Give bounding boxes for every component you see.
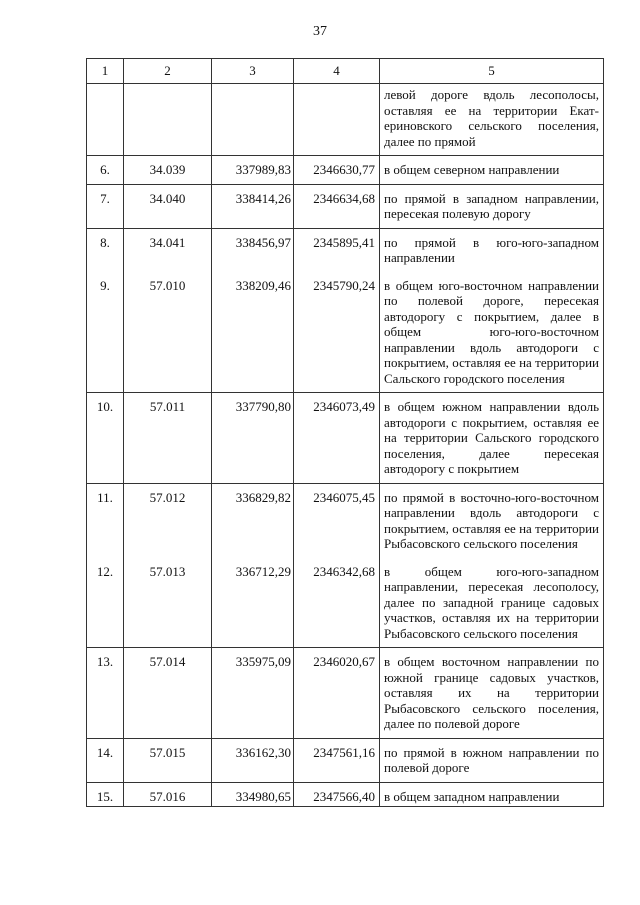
- coordinate-x: [212, 84, 294, 156]
- coordinate-x: 337790,80: [212, 393, 294, 484]
- boundary-coordinates-table: [86, 58, 604, 807]
- point-id: 34.041: [124, 228, 212, 272]
- page-number: 37: [313, 24, 327, 39]
- boundary-description: по прямой в западном направлении, пересекая полевую дорогу: [380, 184, 604, 228]
- table-row: [87, 228, 604, 272]
- coordinate-y: 2345790,24: [294, 272, 380, 393]
- boundary-description: левой дороге вдоль лесополосы, оставляя ее на территории Екатериновского сельского поселения, далее по прямой: [380, 84, 604, 156]
- table-row: [87, 782, 604, 807]
- table-header-row: [87, 59, 604, 84]
- table-row: [87, 156, 604, 185]
- coordinate-y: [294, 84, 380, 156]
- coordinate-y: 2346342,68: [294, 558, 380, 648]
- coordinate-y: 2347566,40: [294, 782, 380, 807]
- point-id: 57.010: [124, 272, 212, 393]
- row-number: [87, 84, 124, 156]
- table-row: [87, 648, 604, 739]
- table-row: [87, 184, 604, 228]
- boundary-description: по прямой в южном направлении по полевой дороге: [380, 738, 604, 782]
- boundary-description: в общем юго-юго-западном направлении, пересекая лесополосу, далее по западной границе садовых участков, оставляя их на территории Рыбасовского сельского поселения: [380, 558, 604, 648]
- coordinate-y: 2346075,45: [294, 483, 380, 558]
- boundary-description: в общем южном направлении вдоль автодороги с покрытием, оставляя ее на территории Сальского городского поселения, далее пересекая автодорогу с покрытием: [380, 393, 604, 484]
- coordinate-x: 336829,82: [212, 483, 294, 558]
- point-id: 34.039: [124, 156, 212, 185]
- boundary-description: в общем северном направлении: [380, 156, 604, 185]
- table-row: [87, 483, 604, 558]
- coordinate-x: 334980,65: [212, 782, 294, 807]
- column-header: 2: [124, 59, 212, 84]
- table-row: [87, 393, 604, 484]
- coordinate-x: 338209,46: [212, 272, 294, 393]
- column-header: 1: [87, 59, 124, 84]
- boundary-description: по прямой в восточно-юго-восточном направлении вдоль автодороги с покрытием, оставляя ее на территории Рыбасовского сельского поселения: [380, 483, 604, 558]
- point-id: [124, 84, 212, 156]
- point-id: 57.014: [124, 648, 212, 739]
- point-id: 34.040: [124, 184, 212, 228]
- row-number: 9.: [87, 272, 124, 393]
- boundary-description: в общем юго-восточном направлении по полевой дороге, пересекая автодорогу с покрытием, далее в общем юго-юго-восточном направлении вдоль автодороги с покрытием, оставляя ее на территории Сальского городского поселения: [380, 272, 604, 393]
- point-id: 57.016: [124, 782, 212, 807]
- coordinate-y: 2346630,77: [294, 156, 380, 185]
- row-number: 13.: [87, 648, 124, 739]
- row-number: 11.: [87, 483, 124, 558]
- boundary-description: в общем западном направлении: [380, 782, 604, 807]
- table-row: [87, 84, 604, 156]
- boundary-description: по прямой в юго-юго-западном направлении: [380, 228, 604, 272]
- point-id: 57.013: [124, 558, 212, 648]
- coordinate-x: 338414,26: [212, 184, 294, 228]
- coordinate-y: 2345895,41: [294, 228, 380, 272]
- coordinate-x: 338456,97: [212, 228, 294, 272]
- column-header: 5: [380, 59, 604, 84]
- point-id: 57.012: [124, 483, 212, 558]
- row-number: 8.: [87, 228, 124, 272]
- column-header: 3: [212, 59, 294, 84]
- boundary-description: в общем восточном направлении по южной границе садовых участков, оставляя их на территории Рыбасовского сельского поселения, далее по полевой дороге: [380, 648, 604, 739]
- row-number: 6.: [87, 156, 124, 185]
- coordinate-x: 336162,30: [212, 738, 294, 782]
- row-number: 15.: [87, 782, 124, 807]
- coordinate-y: 2347561,16: [294, 738, 380, 782]
- row-number: 7.: [87, 184, 124, 228]
- coordinate-x: 335975,09: [212, 648, 294, 739]
- row-number: 12.: [87, 558, 124, 648]
- coordinate-y: 2346634,68: [294, 184, 380, 228]
- row-number: 10.: [87, 393, 124, 484]
- column-header: 4: [294, 59, 380, 84]
- point-id: 57.015: [124, 738, 212, 782]
- coordinate-x: 337989,83: [212, 156, 294, 185]
- table-row: [87, 558, 604, 648]
- table-row: [87, 738, 604, 782]
- coordinate-x: 336712,29: [212, 558, 294, 648]
- point-id: 57.011: [124, 393, 212, 484]
- coordinate-y: 2346020,67: [294, 648, 380, 739]
- table-row: [87, 272, 604, 393]
- row-number: 14.: [87, 738, 124, 782]
- coordinate-y: 2346073,49: [294, 393, 380, 484]
